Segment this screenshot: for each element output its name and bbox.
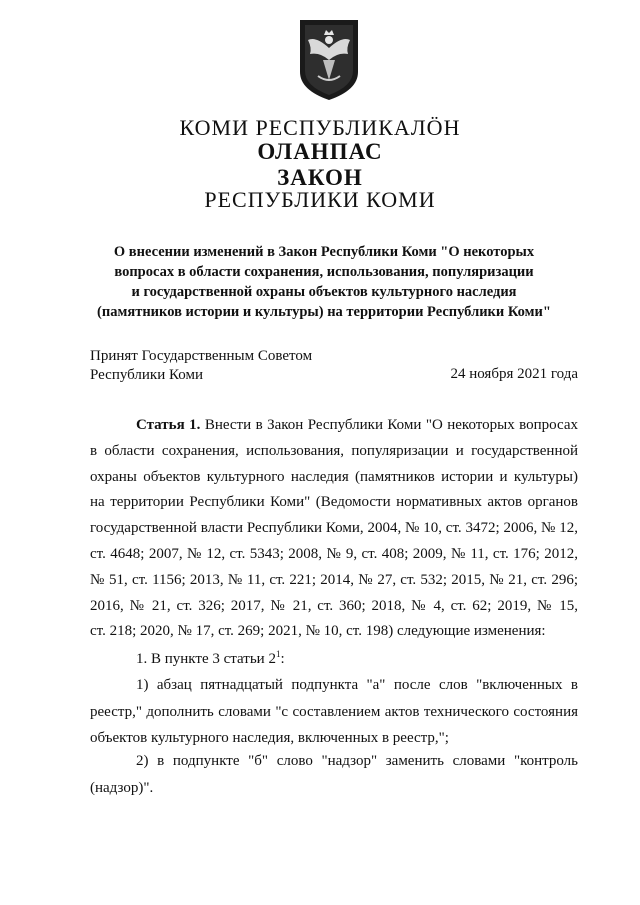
law-title-line: вопросах в области сохранения, использования, популяризации (114, 264, 534, 280)
article-1-line: в области сохранения, использования, популяризации и государственной (90, 442, 578, 459)
header-republic-komi: РЕСПУБЛИКИ КОМИ (204, 187, 436, 212)
article-1-last-line: ст. 218; 2020, № 17, ст. 269; 2021, № 10, ст. 198) следующие изменения: (90, 623, 546, 640)
subitem-2 (90, 748, 578, 802)
item-1 (90, 646, 578, 672)
article-1-line: государственной власти Республики Коми, 2004, № 10, ст. 3472; 2006, № 12, (90, 520, 578, 537)
law-title-line: О внесении изменений в Закон Республики Коми "О некоторых (113, 244, 535, 260)
item-1-text: 1. В пункте 3 статьи 2 (136, 651, 276, 667)
article-1-line: № 51, ст. 1156; 2013, № 11, ст. 221; 2014, № 27, ст. 532; 2015, № 21, ст. 296; (90, 571, 578, 588)
article-1-first-line (90, 413, 578, 439)
adoption-line: Республики Коми (90, 367, 203, 383)
adoption-date: 24 ноября 2021 года (450, 366, 578, 382)
article-label: Статья 1. (136, 417, 201, 433)
subitem-1-line: реестр," дополнить словами "с составлением актов технического состояния (90, 703, 578, 720)
item-1-colon: : (280, 651, 285, 667)
article-1-line: охраны объектов культурного наследия (памятников истории и культуры) (90, 468, 578, 485)
subitem-1 (90, 672, 578, 752)
subitem-2-line: 2) в подпункте "б" слово "надзор" заменить словами "контроль (136, 753, 578, 769)
law-title (84, 242, 564, 322)
article-1-line: ст. 4648; 2007, № 12, ст. 5343; 2008, № 9, ст. 408; 2009, № 11, ст. 176; 2012, (90, 545, 578, 562)
subitem-2-last-line: (надзор)". (90, 780, 154, 796)
article-1-line: на территории Республики Коми" (Ведомости нормативных актов органов (90, 494, 578, 511)
subitem-1-last-line: объектов культурного наследия, включенных в реестр,"; (90, 730, 449, 746)
item-1-line (90, 646, 578, 672)
coat-of-arms-icon (298, 18, 360, 102)
adoption-info (90, 347, 312, 385)
article-text: Внести в Закон Республики Коми "О некоторых вопросах (200, 417, 579, 433)
header-olanpas: ОЛАНПАС (257, 139, 383, 164)
article-1 (90, 413, 578, 645)
item-1-superscript: 1 (275, 649, 281, 659)
header-republic-komi-lang: КОМИ РЕСПУБЛИКАЛÖН (179, 115, 461, 140)
subitem-1-line: 1) абзац пятнадцатый подпункта "а" после слов "включенных в (136, 677, 578, 693)
law-title-line: и государственной охраны объектов культурного наследия (131, 284, 517, 300)
header-zakon: ЗАКОН (277, 165, 363, 190)
law-title-line: (памятников истории и культуры) на территории Республики Коми" (97, 304, 551, 320)
adoption-line: Принят Государственным Советом (90, 348, 313, 364)
article-1-line: 2016, № 21, ст. 326; 2017, № 21, ст. 360; 2018, № 4, ст. 62; 2019, № 15, (90, 597, 578, 614)
